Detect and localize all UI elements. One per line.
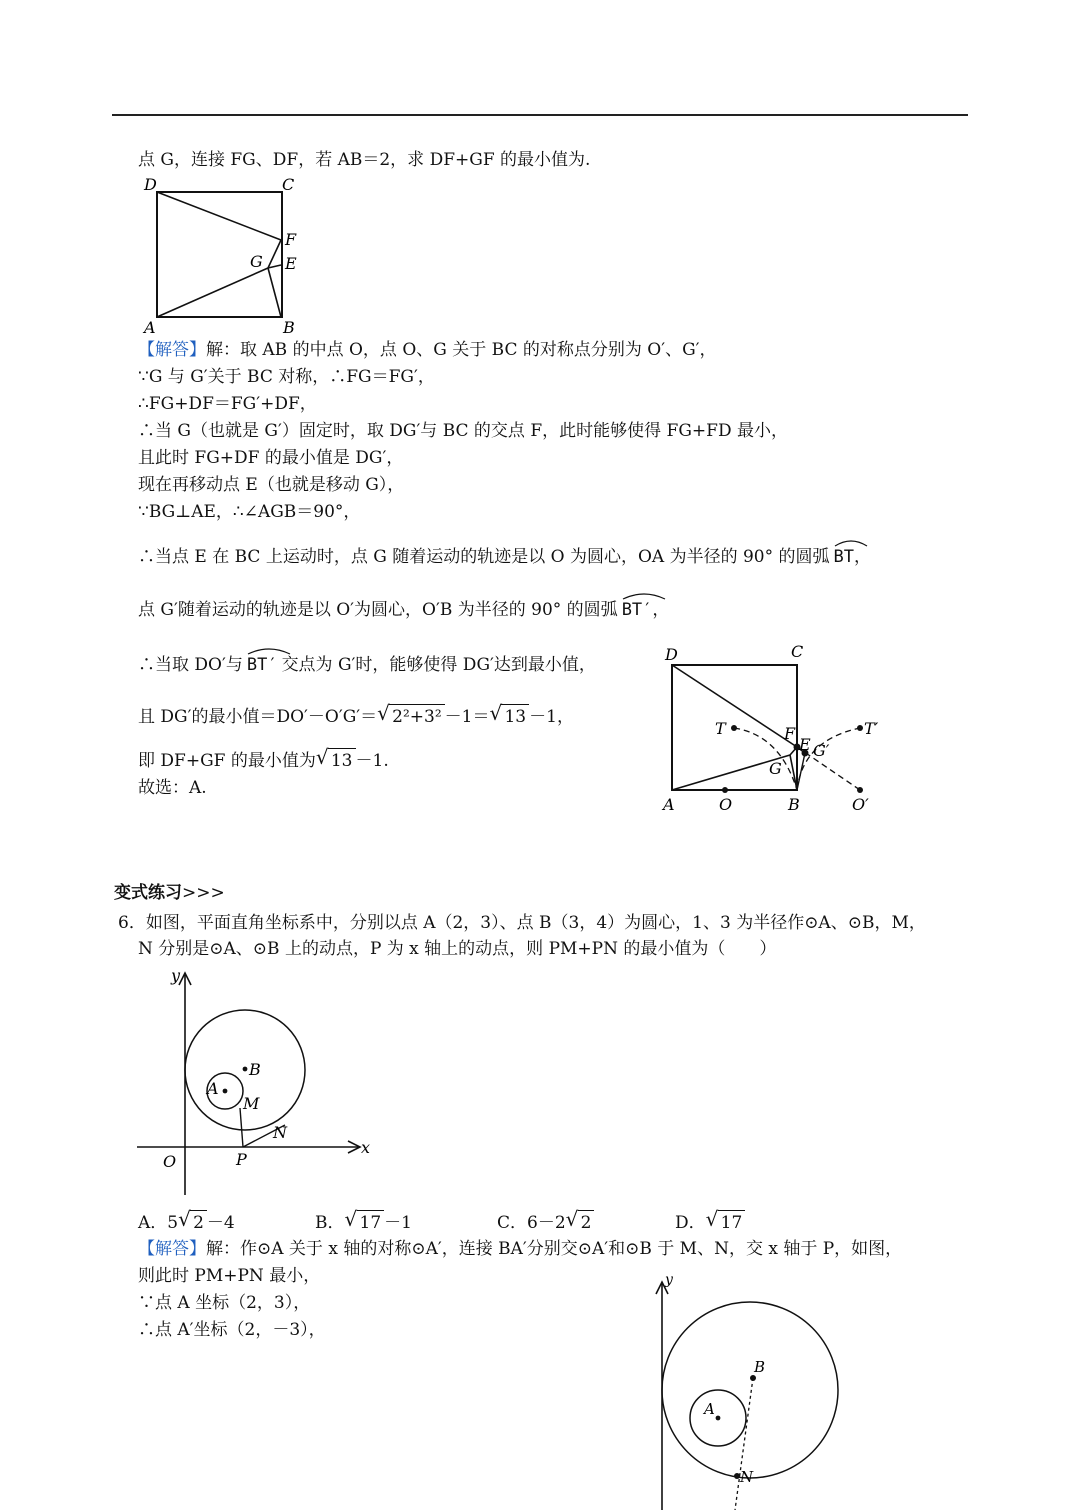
fig3-label-x: x <box>361 1138 371 1157</box>
fig2-label-O: O <box>719 795 733 814</box>
fig3-label-O: O <box>163 1152 177 1171</box>
answer-line-11: 且 DG′的最小值＝DO′－O′G′＝ √ 2²+3² －1＝ √ 13 －1， <box>138 701 574 727</box>
fig3-label-A: A <box>207 1079 219 1098</box>
option-b[interactable]: B． √ 17 －1 <box>315 1207 412 1233</box>
fig4-label-y: y <box>665 1272 673 1288</box>
q6-line-1: 6．如图，平面直角坐标系中，分别以点 A（2，3）、点 B（3，4）为圆心，1、3 为半径作⊙A、⊙B，M， <box>118 913 926 933</box>
sqrt-13: √ 13 <box>501 704 529 729</box>
option-d[interactable]: D． √ 17 <box>675 1210 745 1235</box>
answer-text: 解：取 AB 的中点 O，点 O、G 关于 BC 的对称点分别为 O′、G′， <box>206 340 717 360</box>
q6-line-2: N 分别是⊙A、⊙B 上的动点，P 为 x 轴上的动点，则 PM+PN 的最小值为（ ） <box>138 939 777 959</box>
answer-line-10: ∴当取 DO′与 BT′ 交点为 G′时，能够使得 DG′达到最小值， <box>138 653 596 677</box>
answer-line-9: 点 G′随着运动的轨迹是以 O′为圆心，O′B 为半径的 90° 的圆弧 BT′， <box>138 598 669 622</box>
answer-line-5: 且此时 FG+DF 的最小值是 DG′， <box>138 448 404 468</box>
q6-answer-line-4: ∴点 A′坐标（2，－3）， <box>138 1320 326 1340</box>
answer-line-3: ∴FG+DF＝FG′+DF， <box>138 394 317 414</box>
answer-tag: 【解答】 <box>138 340 206 360</box>
q6-answer-tag: 【解答】 <box>138 1239 206 1259</box>
fig3-label-y: y <box>171 966 181 985</box>
option-a[interactable]: A．5 √ 2 －4 <box>138 1207 235 1233</box>
q6-answer-line-2: 则此时 PM+PN 最小， <box>138 1266 321 1286</box>
fig1-label-G: G <box>250 252 263 271</box>
answer-line-8-text: ∴当点 E 在 BC 上运动时，点 G 随着运动的轨迹是以 O 为圆心，OA 为半径的 90° 的圆弧 <box>138 547 830 567</box>
fig2-label-Gp: G′ <box>813 741 830 760</box>
fig2-label-B: B <box>788 795 800 814</box>
fig3-label-B: B <box>249 1060 261 1079</box>
fig1-label-B: B <box>283 318 295 337</box>
arc-bt-prime: BT′ <box>622 598 653 622</box>
problem-tail-text: 点 G，连接 FG、DF，若 AB＝2，求 DF+GF 的最小值为. <box>138 150 591 170</box>
fig1-label-C: C <box>282 175 295 194</box>
figure-coordinate-2 <box>640 1272 850 1510</box>
fig1-label-D: D <box>144 175 157 194</box>
fig1-label-E: E <box>285 254 297 273</box>
fig4-label-N: N <box>740 1468 754 1486</box>
figure-square-1 <box>140 175 310 335</box>
figure-coordinate-1 <box>135 965 385 1200</box>
fig4-label-B: B <box>754 1358 766 1376</box>
answer-line-1 <box>138 338 717 362</box>
figure-square-2 <box>655 640 905 820</box>
answer-line-6: 现在再移动点 E（也就是移动 G）， <box>138 475 405 495</box>
fig3-label-N: N <box>273 1123 287 1142</box>
answer-line-2: ∵G 与 G′关于 BC 对称，∴FG＝FG′， <box>138 367 435 387</box>
fig1-label-F: F <box>285 230 297 249</box>
sqrt-expr: √ 2²+3² <box>389 704 445 729</box>
option-c[interactable]: C．6－2 √ 2 <box>497 1210 594 1235</box>
section-heading: 变式练习>>> <box>114 883 225 903</box>
fig2-label-A: A <box>663 795 675 814</box>
answer-line-9-text: 点 G′随着运动的轨迹是以 O′为圆心，O′B 为半径的 90° 的圆弧 <box>138 600 618 620</box>
fig2-label-F: F <box>784 724 796 743</box>
fig2-label-Tp: T′ <box>864 719 879 738</box>
fig2-label-G: G <box>769 759 782 778</box>
header-rule <box>112 114 968 116</box>
answer-line-12: 即 DF+GF 的最小值为 √ 13 －1. <box>138 745 389 771</box>
answer-line-4: ∴当 G（也就是 G′）固定时，取 DG′与 BC 的交点 F，此时能够使得 FG+FD 最小， <box>138 421 788 441</box>
arc-bt: BT <box>834 545 854 569</box>
q6-answer-line-1: 【解答】解：作⊙A 关于 x 轴的对称⊙A′，连接 BA′分别交⊙A′和⊙B 于 M、N，交 x 轴于 P，如图， <box>138 1239 903 1259</box>
fig2-label-D: D <box>665 645 678 664</box>
fig3-label-P: P <box>236 1150 247 1169</box>
fig2-label-C: C <box>791 642 804 661</box>
arc-bt-prime-2: BT′ <box>247 653 278 677</box>
q6-answer-line-3: ∵点 A 坐标（2，3）， <box>138 1293 311 1313</box>
answer-line-7: ∵BG⊥AE，∴∠AGB＝90°， <box>138 502 361 522</box>
fig1-label-A: A <box>144 318 156 337</box>
fig2-label-E: E <box>799 735 811 754</box>
fig2-label-T: T <box>715 719 726 738</box>
answer-line-13: 故选：A. <box>138 778 207 798</box>
fig4-label-A: A <box>704 1400 715 1418</box>
sqrt-13-b: √ 13 <box>328 748 356 773</box>
answer-line-8: ∴当点 E 在 BC 上运动时，点 G 随着运动的轨迹是以 O 为圆心，OA 为半径的 90° 的圆弧 BT， <box>138 545 871 569</box>
fig2-label-Op: O′ <box>852 795 869 814</box>
fig3-label-M: M <box>243 1094 260 1113</box>
